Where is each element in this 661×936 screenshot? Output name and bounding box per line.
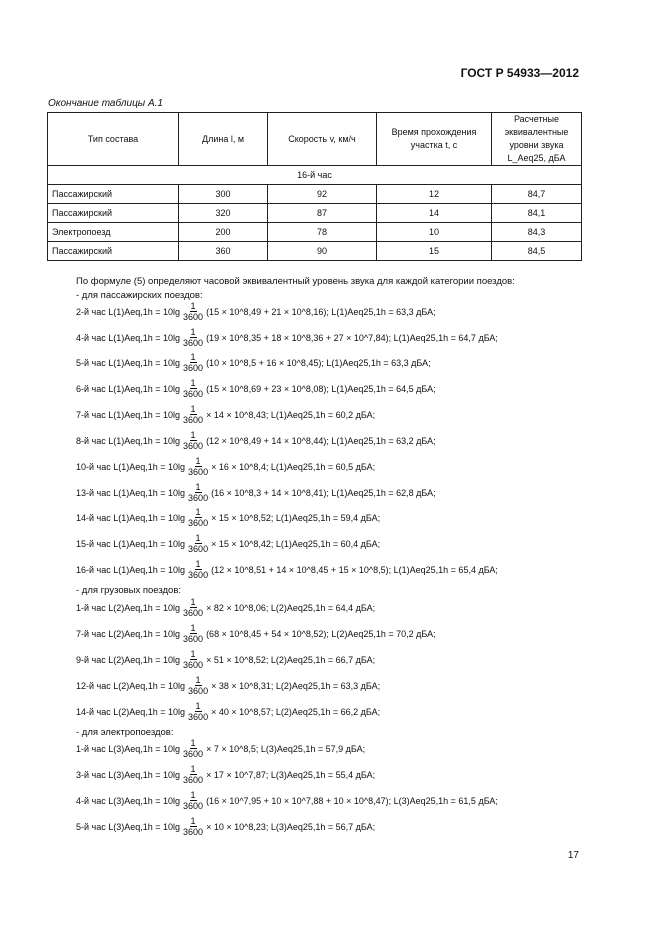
formula-rhs: (15 × 10^8,49 + 21 × 10^8,16); L(1)Aeq25,1h = 63,3 дБА; xyxy=(206,306,436,317)
formula-rhs: × 14 × 10^8,43; L(1)Aeq25,1h = 60,2 дБА; xyxy=(206,409,376,420)
fraction-denominator: 3600 xyxy=(183,338,204,348)
fraction-numerator: 1 xyxy=(190,430,196,440)
trains-table xyxy=(47,112,582,261)
fraction xyxy=(182,790,204,811)
fraction-numerator: 1 xyxy=(190,738,196,748)
fraction-numerator: 1 xyxy=(190,790,196,800)
col-header-type: Тип состава xyxy=(48,113,179,166)
formula-rhs: × 15 × 10^8,52; L(1)Aeq25,1h = 59,4 дБА; xyxy=(211,512,381,523)
formula-rhs: (10 × 10^8,5 + 16 × 10^8,45); L(1)Aeq25,1h = 63,3 дБА; xyxy=(206,357,431,368)
col-header-level: Расчетные эквивалентные уровни звука L_Aeq25, дБА xyxy=(492,113,582,166)
fraction-denominator: 3600 xyxy=(183,660,204,670)
formula-lhs: 6-й час L(1)Aeq,1h = 10lg xyxy=(76,383,181,394)
fraction-numerator: 1 xyxy=(195,507,201,517)
formula-row xyxy=(76,352,431,373)
cell-length: 360 xyxy=(179,242,268,261)
section-heading-freight: - для грузовых поездов: xyxy=(76,585,182,596)
cell-level: 84,1 xyxy=(492,204,582,223)
fraction xyxy=(182,430,204,451)
hour-label: 16-й час xyxy=(48,166,582,185)
formula-rhs: × 82 × 10^8,06; L(2)Aeq25,1h = 64,4 дБА; xyxy=(206,602,376,613)
cell-speed: 78 xyxy=(268,223,377,242)
cell-type: Пассажирский xyxy=(48,242,179,261)
fraction-numerator: 1 xyxy=(195,482,201,492)
formula-lhs: 12-й час L(2)Aeq,1h = 10lg xyxy=(76,680,186,691)
col-header-length: Длина l, м xyxy=(179,113,268,166)
formula-rhs: (16 × 10^7,95 + 10 × 10^7,88 + 10 × 10^8,47); L(3)Aeq25,1h = 61,5 дБА; xyxy=(206,795,498,806)
intro-text: По формуле (5) определяют часовой эквивалентный уровень звука для каждой категории поездов: xyxy=(76,276,515,287)
fraction-numerator: 1 xyxy=(195,675,201,685)
fraction-denominator: 3600 xyxy=(183,312,204,322)
section-heading-passenger: - для пассажирских поездов: xyxy=(76,290,203,301)
formula-lhs: 1-й час L(2)Aeq,1h = 10lg xyxy=(76,602,181,613)
fraction xyxy=(182,378,204,399)
cell-speed: 92 xyxy=(268,185,377,204)
fraction-numerator: 1 xyxy=(190,623,196,633)
table-row xyxy=(48,204,582,223)
formula-row xyxy=(76,507,380,528)
formula-lhs: 4-й час L(1)Aeq,1h = 10lg xyxy=(76,332,181,343)
section-heading-electric: - для электропоездов: xyxy=(76,727,174,738)
cell-length: 320 xyxy=(179,204,268,223)
formula-row xyxy=(76,456,375,477)
page-number: 17 xyxy=(567,850,579,861)
formula-lhs: 14-й час L(1)Aeq,1h = 10lg xyxy=(76,512,186,523)
formula-rhs: (12 × 10^8,51 + 14 × 10^8,45 + 15 × 10^8,5); L(1)Aeq25,1h = 65,4 дБА; xyxy=(211,564,498,575)
table-row xyxy=(48,223,582,242)
fraction-denominator: 3600 xyxy=(188,544,209,554)
fraction xyxy=(187,507,209,528)
fraction-numerator: 1 xyxy=(190,404,196,414)
fraction-denominator: 3600 xyxy=(183,415,204,425)
col-header-time: Время прохождения участка t, с xyxy=(377,113,492,166)
formula-rhs: (16 × 10^8,3 + 14 × 10^8,41); L(1)Aeq25,1h = 62,8 дБА; xyxy=(211,487,436,498)
formula-row xyxy=(76,675,380,696)
fraction-denominator: 3600 xyxy=(183,634,204,644)
cell-time: 12 xyxy=(377,185,492,204)
fraction-numerator: 1 xyxy=(190,301,196,311)
formula-row xyxy=(76,738,365,759)
fraction xyxy=(182,327,204,348)
formula-row xyxy=(76,404,375,425)
formula-lhs: 9-й час L(2)Aeq,1h = 10lg xyxy=(76,654,181,665)
formula-row xyxy=(76,482,436,503)
formula-rhs: × 10 × 10^8,23; L(3)Aeq25,1h = 56,7 дБА; xyxy=(206,821,376,832)
fraction xyxy=(182,301,204,322)
fraction xyxy=(187,559,209,580)
formula-rhs: × 51 × 10^8,52; L(2)Aeq25,1h = 66,7 дБА; xyxy=(206,654,376,665)
formula-rhs: (15 × 10^8,69 + 23 × 10^8,08); L(1)Aeq25,1h = 64,5 дБА; xyxy=(206,383,436,394)
formula-lhs: 4-й час L(3)Aeq,1h = 10lg xyxy=(76,795,181,806)
fraction-numerator: 1 xyxy=(190,327,196,337)
formula-row xyxy=(76,701,380,722)
fraction-numerator: 1 xyxy=(190,649,196,659)
formula-rhs: (68 × 10^8,45 + 54 × 10^8,52); L(2)Aeq25,1h = 70,2 дБА; xyxy=(206,628,436,639)
cell-type: Пассажирский xyxy=(48,185,179,204)
fraction-denominator: 3600 xyxy=(183,775,204,785)
col-header-speed: Скорость v, км/ч xyxy=(268,113,377,166)
formula-row xyxy=(76,559,498,580)
fraction xyxy=(187,701,209,722)
fraction-denominator: 3600 xyxy=(188,570,209,580)
fraction-numerator: 1 xyxy=(190,352,196,362)
formula-rhs: × 38 × 10^8,31; L(2)Aeq25,1h = 63,3 дБА; xyxy=(211,680,381,691)
document-header: ГОСТ Р 54933—2012 xyxy=(460,66,579,80)
cell-length: 300 xyxy=(179,185,268,204)
fraction xyxy=(182,597,204,618)
fraction-numerator: 1 xyxy=(195,559,201,569)
formula-lhs: 8-й час L(1)Aeq,1h = 10lg xyxy=(76,435,181,446)
cell-length: 200 xyxy=(179,223,268,242)
formula-rhs: × 16 × 10^8,4; L(1)Aeq25,1h = 60,5 дБА; xyxy=(211,461,376,472)
formula-lhs: 7-й час L(2)Aeq,1h = 10lg xyxy=(76,628,181,639)
formula-rhs: × 15 × 10^8,42; L(1)Aeq25,1h = 60,4 дБА; xyxy=(211,538,381,549)
formula-rhs: × 7 × 10^8,5; L(3)Aeq25,1h = 57,9 дБА; xyxy=(206,743,366,754)
formula-lhs: 16-й час L(1)Aeq,1h = 10lg xyxy=(76,564,186,575)
fraction xyxy=(182,352,204,373)
table-row xyxy=(48,185,582,204)
cell-type: Электропоезд xyxy=(48,223,179,242)
formula-row xyxy=(76,623,436,644)
fraction xyxy=(187,533,209,554)
cell-level: 84,3 xyxy=(492,223,582,242)
formula-lhs: 15-й час L(1)Aeq,1h = 10lg xyxy=(76,538,186,549)
table-hour-row xyxy=(48,166,582,185)
table-caption: Окончание таблицы А.1 xyxy=(48,98,163,109)
fraction xyxy=(187,675,209,696)
fraction-denominator: 3600 xyxy=(188,493,209,503)
cell-time: 15 xyxy=(377,242,492,261)
cell-type: Пассажирский xyxy=(48,204,179,223)
formula-row xyxy=(76,764,375,785)
fraction-numerator: 1 xyxy=(195,701,201,711)
cell-time: 14 xyxy=(377,204,492,223)
cell-speed: 87 xyxy=(268,204,377,223)
fraction-denominator: 3600 xyxy=(183,801,204,811)
fraction xyxy=(182,764,204,785)
fraction-denominator: 3600 xyxy=(183,749,204,759)
fraction-denominator: 3600 xyxy=(183,363,204,373)
formula-lhs: 1-й час L(3)Aeq,1h = 10lg xyxy=(76,743,181,754)
fraction-numerator: 1 xyxy=(190,816,196,826)
formula-lhs: 5-й час L(3)Aeq,1h = 10lg xyxy=(76,821,181,832)
fraction xyxy=(187,482,209,503)
formula-row xyxy=(76,378,436,399)
formula-row xyxy=(76,327,498,348)
fraction-numerator: 1 xyxy=(190,597,196,607)
fraction xyxy=(182,623,204,644)
formula-row xyxy=(76,430,436,451)
fraction xyxy=(182,816,204,837)
fraction-denominator: 3600 xyxy=(188,518,209,528)
formula-lhs: 2-й час L(1)Aeq,1h = 10lg xyxy=(76,306,181,317)
fraction-numerator: 1 xyxy=(190,764,196,774)
formula-row xyxy=(76,816,375,837)
fraction-denominator: 3600 xyxy=(183,441,204,451)
fraction-denominator: 3600 xyxy=(188,712,209,722)
formula-row xyxy=(76,533,380,554)
cell-time: 10 xyxy=(377,223,492,242)
cell-level: 84,7 xyxy=(492,185,582,204)
formula-lhs: 5-й час L(1)Aeq,1h = 10lg xyxy=(76,357,181,368)
formula-lhs: 13-й час L(1)Aeq,1h = 10lg xyxy=(76,487,186,498)
fraction xyxy=(182,404,204,425)
fraction-numerator: 1 xyxy=(195,456,201,466)
formula-rhs: (12 × 10^8,49 + 14 × 10^8,44); L(1)Aeq25,1h = 63,2 дБА; xyxy=(206,435,436,446)
fraction xyxy=(182,738,204,759)
cell-speed: 90 xyxy=(268,242,377,261)
formula-rhs: × 40 × 10^8,57; L(2)Aeq25,1h = 66,2 дБА; xyxy=(211,706,381,717)
formula-rhs: × 17 × 10^7,87; L(3)Aeq25,1h = 55,4 дБА; xyxy=(206,769,376,780)
table-header-row xyxy=(48,113,582,166)
formula-row xyxy=(76,649,375,670)
fraction-denominator: 3600 xyxy=(183,608,204,618)
fraction-denominator: 3600 xyxy=(188,467,209,477)
fraction-denominator: 3600 xyxy=(183,827,204,837)
fraction xyxy=(182,649,204,670)
cell-level: 84,5 xyxy=(492,242,582,261)
table-row xyxy=(48,242,582,261)
formula-rhs: (19 × 10^8,35 + 18 × 10^8,36 + 27 × 10^7,84); L(1)Aeq25,1h = 64,7 дБА; xyxy=(206,332,498,343)
formula-row xyxy=(76,597,375,618)
formula-lhs: 14-й час L(2)Aeq,1h = 10lg xyxy=(76,706,186,717)
formula-lhs: 7-й час L(1)Aeq,1h = 10lg xyxy=(76,409,181,420)
fraction-numerator: 1 xyxy=(190,378,196,388)
formula-row xyxy=(76,301,436,322)
formula-lhs: 10-й час L(1)Aeq,1h = 10lg xyxy=(76,461,186,472)
fraction-denominator: 3600 xyxy=(183,389,204,399)
formula-lhs: 3-й час L(3)Aeq,1h = 10lg xyxy=(76,769,181,780)
fraction xyxy=(187,456,209,477)
fraction-denominator: 3600 xyxy=(188,686,209,696)
fraction-numerator: 1 xyxy=(195,533,201,543)
formula-row xyxy=(76,790,498,811)
